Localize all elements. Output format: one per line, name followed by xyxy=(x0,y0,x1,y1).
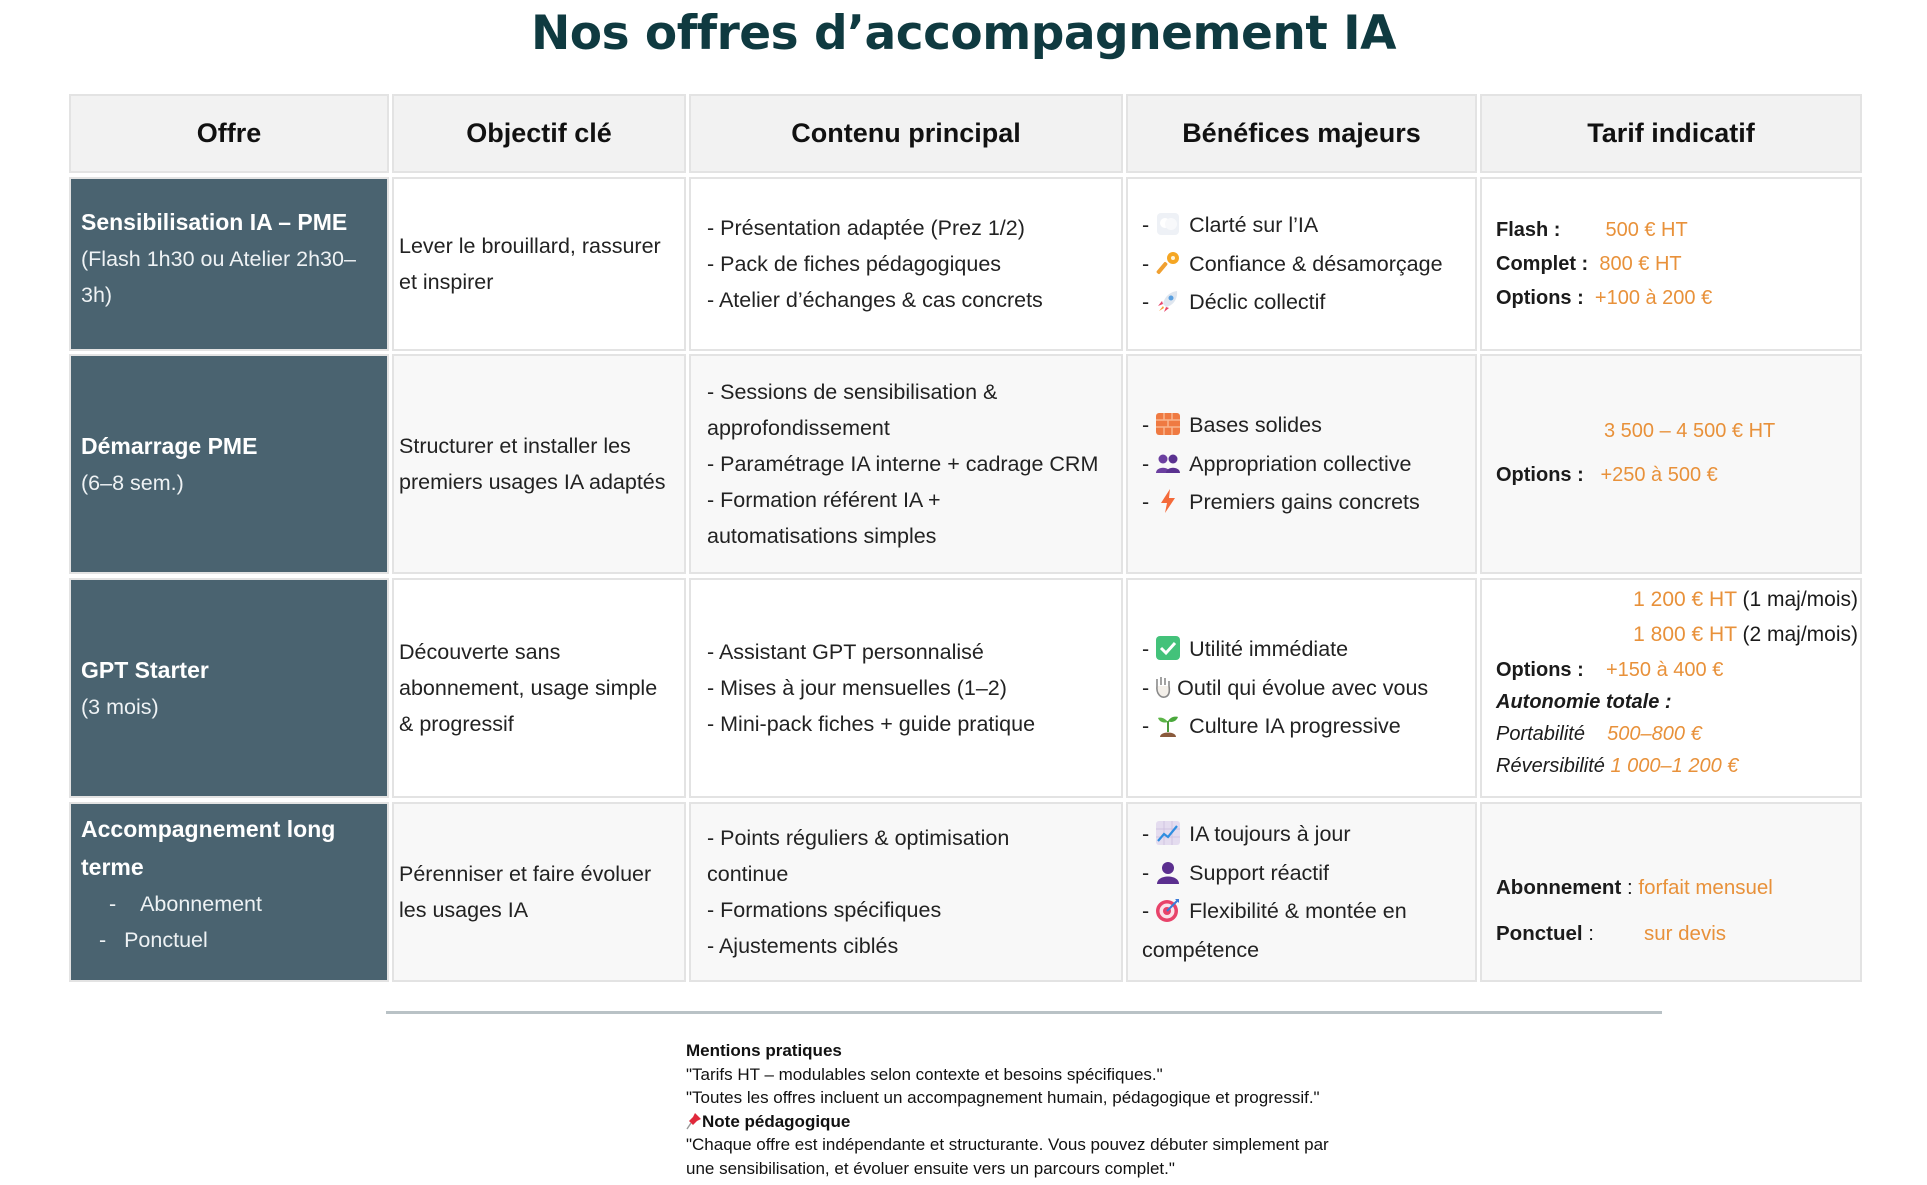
page-title: Nos offres d’accompagnement IA xyxy=(530,6,1397,61)
offer-cell-gpt-starter xyxy=(69,578,389,798)
content-item: continue xyxy=(707,862,789,886)
pricing-cell xyxy=(1480,578,1862,798)
objective-cell xyxy=(392,354,686,574)
divider xyxy=(386,1011,1662,1014)
offer-name: Accompagnement long xyxy=(81,816,336,842)
price-flash: Flash : 500 € HT xyxy=(1496,219,1688,241)
price-options: Options : +100 à 200 € xyxy=(1496,287,1713,309)
footer-notes xyxy=(686,1039,1329,1181)
offer-duration: 3h) xyxy=(81,283,113,307)
content-cell xyxy=(689,802,1123,982)
mention-line: "Tarifs HT – modulables selon contexte et besoins spécifiques." xyxy=(686,1064,1163,1084)
objective-text: et inspirer xyxy=(399,270,494,294)
benefit-item: - Clarté sur l’IA xyxy=(1142,213,1319,238)
price-range: 3 500 – 4 500 € HT xyxy=(1604,420,1776,442)
objective-text: Structurer et installer les xyxy=(399,434,631,458)
offer-duration: (3 mois) xyxy=(81,695,159,719)
offer-cell-sensibilisation xyxy=(69,177,389,351)
hand-icon xyxy=(1153,674,1173,700)
content-item: - Formation référent IA + xyxy=(707,488,941,512)
price-abonnement: Abonnement : forfait mensuel xyxy=(1496,876,1773,899)
content-item: - Sessions de sensibilisation & xyxy=(707,380,998,404)
content-item: - Assistant GPT personnalisé xyxy=(707,640,984,664)
content-item: - Formations spécifiques xyxy=(707,898,942,922)
objective-text: & progressif xyxy=(399,712,514,736)
benefit-item: - IA toujours à jour xyxy=(1142,822,1351,846)
objective-cell xyxy=(392,177,686,351)
offer-duration: (6–8 sem.) xyxy=(81,471,184,495)
content-item: - Atelier d’échanges & cas concrets xyxy=(707,288,1043,312)
price-complet: Complet : 800 € HT xyxy=(1496,253,1682,275)
benefit-item: - Support réactif xyxy=(1142,860,1329,885)
people-icon xyxy=(1155,450,1181,476)
objective-cell xyxy=(392,802,686,982)
benefits-cell xyxy=(1126,177,1477,351)
offer-name: Sensibilisation IA – PME xyxy=(81,209,348,235)
benefit-item: - Confiance & désamorçage xyxy=(1142,251,1443,276)
header-tarif: Tarif indicatif xyxy=(1480,94,1862,173)
note-title-row: Note pédagogique xyxy=(686,1110,1329,1134)
offer-bullet: - Ponctuel xyxy=(99,928,208,952)
price-two-updates: 1 800 € HT (2 maj/mois) xyxy=(1633,623,1858,646)
benefit-item: - Outil qui évolue avec vous xyxy=(1142,675,1429,700)
key-icon xyxy=(1155,250,1181,276)
content-item: - Pack de fiches pédagogiques xyxy=(707,252,1002,276)
header-offre: Offre xyxy=(69,94,389,173)
pricing-cell xyxy=(1480,354,1862,574)
benefit-item: - Déclic collectif xyxy=(1142,290,1326,315)
content-item: - Présentation adaptée (Prez 1/2) xyxy=(707,216,1025,240)
benefit-continuation: compétence xyxy=(1142,937,1260,962)
objective-cell xyxy=(392,578,686,798)
mentions-title: Mentions pratiques xyxy=(686,1041,842,1060)
objective-text: abonnement, usage simple xyxy=(399,676,658,700)
header-objectif: Objectif clé xyxy=(392,94,686,173)
content-cell xyxy=(689,354,1123,574)
content-item: - Mises à jour mensuelles (1–2) xyxy=(707,676,1007,700)
objective-text: Découverte sans xyxy=(399,640,561,664)
mention-line: "Toutes les offres incluent un accompagnement humain, pédagogique et progressif." xyxy=(686,1088,1320,1108)
price-one-update: 1 200 € HT (1 maj/mois) xyxy=(1633,588,1858,611)
offer-name: Démarrage PME xyxy=(81,433,258,459)
objective-text: les usages IA xyxy=(399,898,529,922)
benefits-cell xyxy=(1126,578,1477,798)
chart-increasing-icon xyxy=(1155,820,1181,846)
objective-text: premiers usages IA adaptés xyxy=(399,470,666,494)
benefit-item: - Utilité immédiate xyxy=(1142,637,1349,662)
benefit-item: - Flexibilité & montée en xyxy=(1142,899,1407,923)
benefit-item: - Bases solides xyxy=(1142,413,1322,438)
content-item: approfondissement xyxy=(707,416,890,440)
objective-text: Pérenniser et faire évoluer xyxy=(399,862,652,886)
benefits-cell xyxy=(1126,802,1477,982)
content-item: - Mini-pack fiches + guide pratique xyxy=(707,712,1036,736)
note-line: "Chaque offre est indépendante et structurante. Vous pouvez débuter simplement par xyxy=(686,1135,1329,1155)
autonomy-label: Autonomie totale : xyxy=(1496,691,1672,713)
price-reversibility: Réversibilité 1 000–1 200 € xyxy=(1496,755,1739,777)
content-item: automatisations simples xyxy=(707,524,937,548)
price-ponctuel: Ponctuel : sur devis xyxy=(1496,922,1727,945)
seedling-icon xyxy=(1155,712,1181,738)
benefit-item: - Culture IA progressive xyxy=(1142,714,1401,739)
target-icon xyxy=(1155,897,1181,923)
offer-duration: (Flash 1h30 ou Atelier 2h30– xyxy=(81,247,356,271)
price-options: Options : +150 à 400 € xyxy=(1496,659,1724,681)
content-item: - Points réguliers & optimisation xyxy=(707,826,1010,850)
note-line: une sensibilisation, et évoluer ensuite vers un parcours complet." xyxy=(686,1158,1175,1178)
rocket-icon xyxy=(1155,288,1181,314)
bricks-icon xyxy=(1155,411,1181,437)
content-item: - Paramétrage IA interne + cadrage CRM xyxy=(707,452,1099,476)
header-contenu: Contenu principal xyxy=(689,94,1123,173)
benefits-cell xyxy=(1126,354,1477,574)
content-cell xyxy=(689,578,1123,798)
header-benefices: Bénéfices majeurs xyxy=(1126,94,1477,173)
price-portability: Portabilité 500–800 € xyxy=(1496,723,1702,745)
person-icon xyxy=(1155,859,1181,885)
objective-text: Lever le brouillard, rassurer xyxy=(399,234,661,258)
content-cell xyxy=(689,177,1123,351)
pricing-cell xyxy=(1480,802,1862,982)
pushpin-icon xyxy=(686,1112,702,1130)
pricing-cell xyxy=(1480,177,1862,351)
offer-cell-demarrage xyxy=(69,354,389,574)
offer-cell-long-terme xyxy=(69,802,389,982)
offer-bullet: - Abonnement xyxy=(109,892,262,916)
cloud-icon xyxy=(1155,211,1181,237)
price-options: Options : +250 à 500 € xyxy=(1496,464,1718,486)
lightning-icon xyxy=(1155,488,1181,514)
content-item: - Ajustements ciblés xyxy=(707,934,899,958)
benefit-item: - Premiers gains concrets xyxy=(1142,490,1420,515)
offer-name: GPT Starter xyxy=(81,657,209,683)
offer-name: terme xyxy=(81,854,144,880)
benefit-item: - Appropriation collective xyxy=(1142,451,1412,476)
check-box-icon xyxy=(1155,635,1181,661)
